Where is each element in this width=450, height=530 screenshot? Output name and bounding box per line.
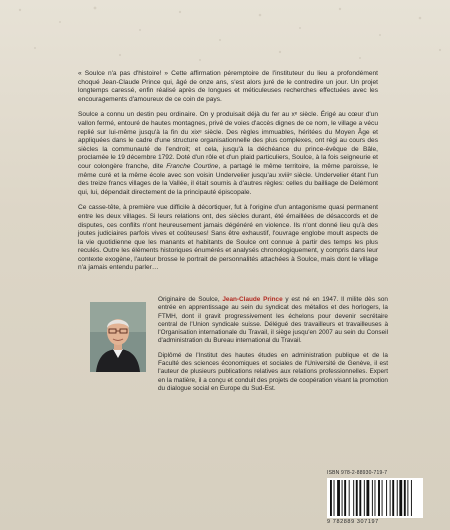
blurb-paragraph-3: Ce casse-tête, à première vue difficile à décortiquer, fut à l'origine d'un antagonisme quasi permanent entre les deux villages. Si leurs relations ont, des siècles durant, été émaillées de désaccords et de disputes, ces conflits n'ont heureusement jamais dégénéré en violence. Ils n'ont donné lieu qu'à des joutes judiciaires parfois vives et coûteuses! Sans être exhaustif, l'ouvrage englobe moult aspects de la vie quotidienne que les manants et habitants de Soulce ont connue à partir des temps les plus reculés. Outre les éléments historiques énumérés et analysés chronologiquement, y compris dans leur contexte exogène, l'auteur brosse le portrait de personnalités attachées à Soulce, mais dont le village n'a jamais entendu parler…	[78, 204, 378, 272]
bio-paragraph-1-text: y est né en 1947. Il milite dès son entrée en apprentissage au sein du syndicat des métallos et des horlogers, la FTMH, dont il gravit progressivement les échelons pour devenir secrétaire central de l'Union syndicale suisse. Délégué des travailleurs et travailleuses à l'Organisation internationale du Travail, il siège jusqu'en 2007 au sein du Conseil d'administration du Bureau international du Travail.	[158, 296, 388, 345]
isbn-label: ISBN 978-2-88930-719-7	[327, 470, 388, 476]
bio-paragraph-2: Diplômé de l'Institut des hautes études en administration publique et de la Faculté des sciences économiques et sociales de l'Université de Genève, il est l'auteur de plusieurs publications relatives aux relations professionnelles. Expert en la matière, il a conçu et conduit des projets de coopération visant la promotion du dialogue social en Europe du Sud-Est.	[158, 351, 388, 392]
barcode-digits: 9 782889 307197	[327, 519, 379, 525]
bio-paragraph-1	[158, 296, 388, 346]
blurb-paragraph-2-text-a: Soulce a connu un destin peu ordinaire. On y produisait déjà du fer au xᵉ siècle. Érigé au cœur d'un vallon fermé, entouré de hautes montagnes, privé de voies d'accès dignes de ce nom, le village a vécu replié sur lui-même jusqu'à la fin du xixᵉ siècle. Des règles immuables, héritées du Moyen Âge et appliquées dans le cadre d'une structure organisationnelle des plus complexes, ont régi au cours des siècles la communauté de l'endroit; et cela, jusqu'à la déchéance du prince-évêque de Bâle, proclamée le 19 décembre 1792. Doté d'un rôle et d'un plaid particuliers, Soulce, à la fois seigneurie et cour colongère franche, dite	[78, 111, 378, 170]
blurb-paragraph-2-text-b: , a partagé le même territoire, la même paroisse, le même curé et la même école avec son voisin Undervelier jusqu'au xviiiᵉ siècle. Undervelier étant l'un des treize francs villages de la Vallée, il était soumis à d'autres règles: celles du bailliage de Delémont qui, lui, dépendait directement de la principauté épiscopale.	[78, 162, 378, 196]
blurb-italic-term: Franche Courtine	[166, 162, 219, 170]
isbn-block	[327, 470, 427, 525]
barcode	[327, 478, 423, 518]
author-photo	[90, 302, 146, 372]
author-bio	[158, 296, 388, 399]
blurb-quote: « Soulce n'a pas d'histoire! »	[78, 70, 169, 77]
back-cover-blurb	[78, 70, 378, 280]
blurb-paragraph-1	[78, 70, 378, 104]
cover-texture	[0, 0, 450, 75]
blurb-paragraph-2	[78, 111, 378, 197]
author-name: Jean-Claude Prince	[222, 296, 283, 303]
blurb-paragraph-1-text: Cette affirmation péremptoire de l'instituteur du lieu a profondément choqué Jean-Claude Prince qui, âgé de onze ans, s'est alors juré de le contredire un jour. Un projet longtemps caressé, enfin réalisé après de longues et méticuleuses recherches effectuées avec les encouragements d'amoureux de ce coin de pays.	[78, 70, 378, 103]
bio-paragraph-1-lead: Originaire de Soulce,	[158, 296, 223, 303]
